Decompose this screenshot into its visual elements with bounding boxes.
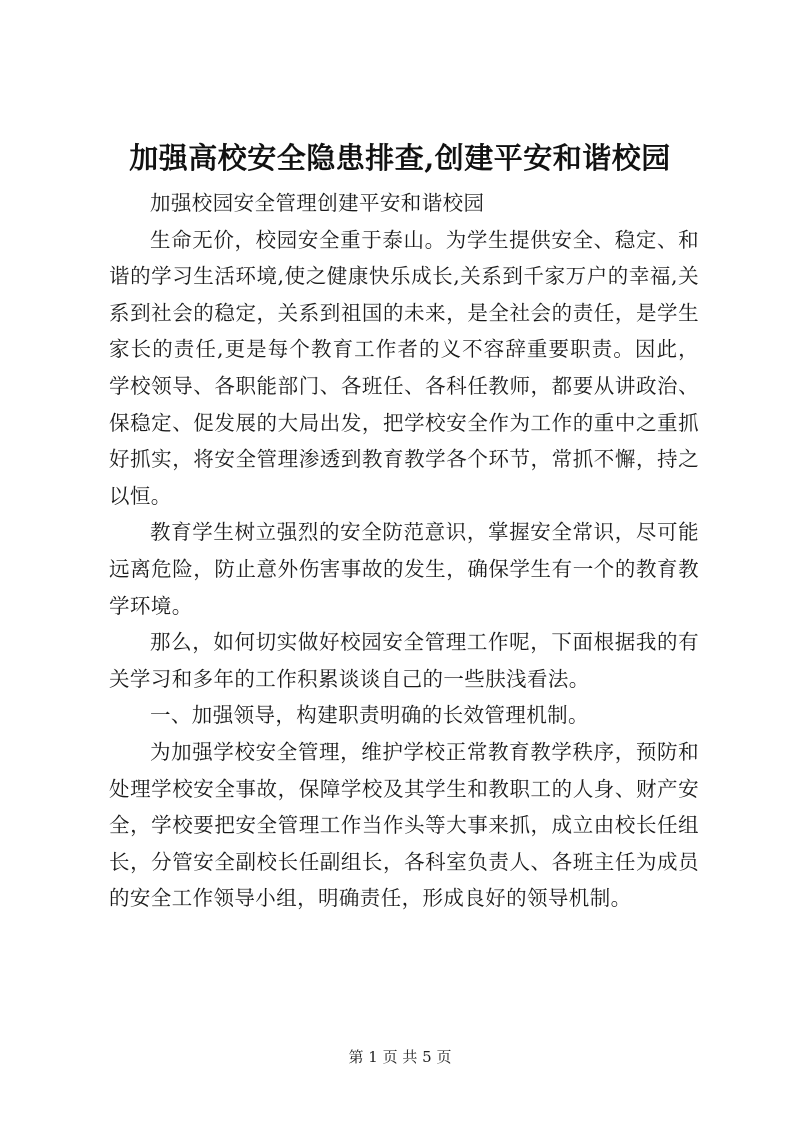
body-paragraph: 为加强学校安全管理，维护学校正常教育教学秩序，预防和处理学校安全事故，保障学校及其学生和教职工的人身、财产安全，学校要把安全管理工作当作头等大事来抓，成立由校长任组长，分管安全副校长任副组长，各科室负责人、各班主任为成员的安全工作领导小组，明确责任，形成良好的领导机制。 xyxy=(109,739,699,911)
body-paragraph: 生命无价，校园安全重于泰山。为学生提供安全、稳定、和谐的学习生活环境,使之健康快乐成长,关系到千家万户的幸福,关系到社会的稳定，关系到祖国的未来，是全社会的责任，是学生家长的责任,更是每个教育工作者的义不容辞重要职责。因此，学校领导、各职能部门、各班任、各科任教师，都要从讲政治、保稳定、促发展的大局出发，把学校安全作为工作的重中之重抓好抓实，将安全管理渗透到教育教学各个环节，常抓不懈，持之以恒。 xyxy=(109,227,699,508)
subtitle-paragraph: 加强校园安全管理创建平安和谐校园 xyxy=(150,191,485,215)
document-title: 加强高校安全隐患排查,创建平安和谐校园 xyxy=(129,141,671,175)
section-heading: 一、加强领导，构建职责明确的长效管理机制。 xyxy=(150,703,589,728)
document-body xyxy=(109,185,699,917)
body-paragraph: 那么，如何切实做好校园安全管理工作呢，下面根据我的有关学习和多年的工作积累谈谈自己的一些肤浅看法。 xyxy=(109,630,699,691)
body-paragraph: 教育学生树立强烈的安全防范意识，掌握安全常识，尽可能远离危险，防止意外伤害事故的发生，确保学生有一个的教育教学环境。 xyxy=(109,520,699,618)
page-footer: 第 1 页 共 5 页 xyxy=(348,1048,452,1066)
